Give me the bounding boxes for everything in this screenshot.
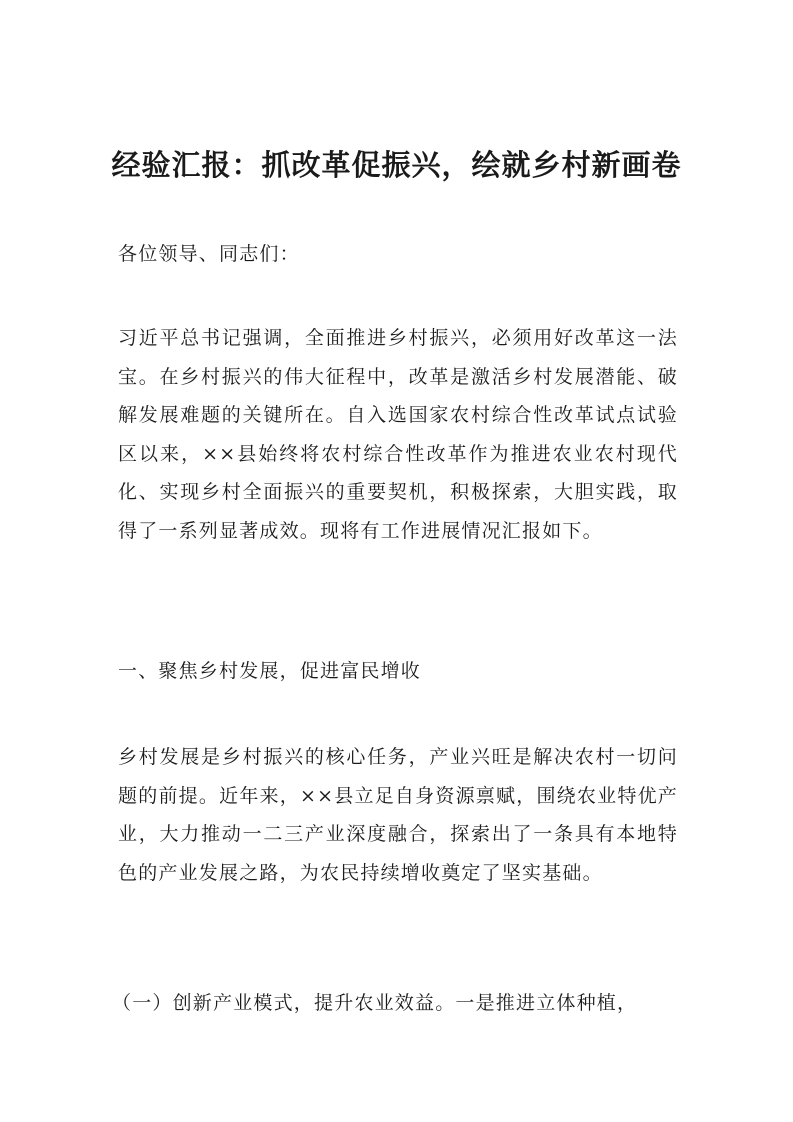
section-heading: 一、聚焦乡村发展，促进富民增收 xyxy=(118,660,422,682)
document-title: 经验汇报：抓改革促振兴，绘就乡村新画卷 xyxy=(111,148,682,183)
section-paragraph: 乡村发展是乡村振兴的核心任务，产业兴旺是解决农村一切问题的前提。近年来，××县立足自身资源禀赋，围绕农业特优产业，大力推动一二三产业深度融合，探索出了一条具有本地特色的产业发展之路，为农民持续增收奠定了坚实基础。 xyxy=(118,746,678,884)
intro-paragraph: 习近平总书记强调，全面推进乡村振兴，必须用好改革这一法宝。在乡村振兴的伟大征程中，改革是激活乡村发展潜能、破解发展难题的关键所在。自入选国家农村综合性改革试点试验区以来，××县始终将农村综合性改革作为推进农业农村现代化、实现乡村全面振兴的重要契机，积极探索，大胆实践，取得了一系列显著成效。现将有工作进展情况汇报如下。 xyxy=(118,327,678,542)
salutation: 各位领导、同志们： xyxy=(118,243,300,265)
subsection-paragraph: （一）创新产业模式，提升农业效益。一是推进立体种植， xyxy=(112,992,638,1014)
